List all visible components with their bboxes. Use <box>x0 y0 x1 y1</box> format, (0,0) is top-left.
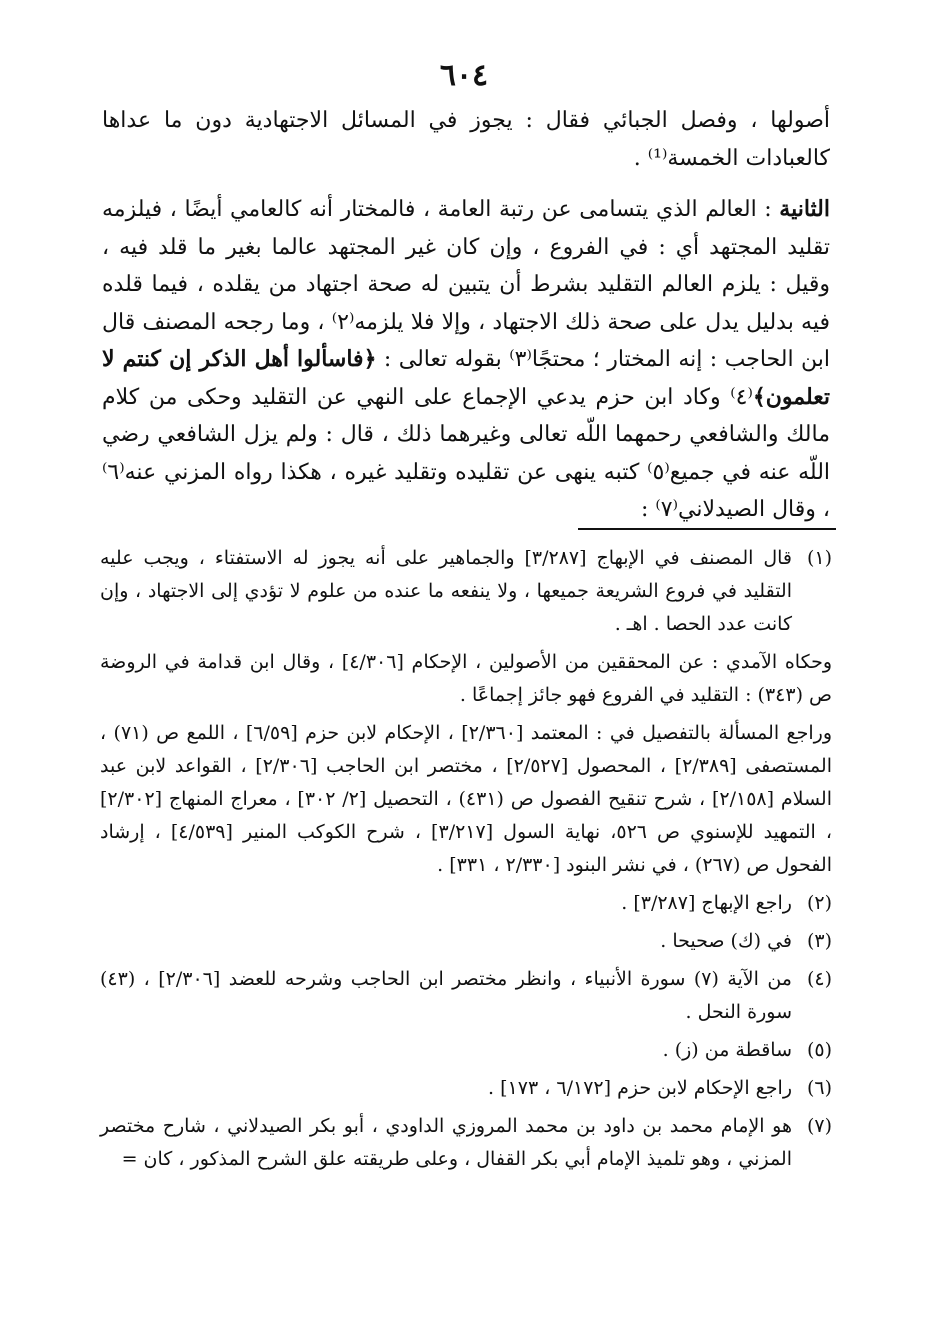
footnote-number: (٤) <box>806 968 832 990</box>
footnote-text: ساقطة من (ز) . <box>662 1039 792 1061</box>
footnote-text: هو الإمام محمد بن داود بن محمد المروزي الداودي ، أبو بكر الصيدلاني ، شارح مختصر المزني ، وهو تلميذ الإمام أبي بكر القفال ، وعلى طريقته علق الشرح المذكور ، كان = <box>100 1115 792 1170</box>
footnote-6 <box>100 1072 832 1105</box>
paragraph-2-lead: الثانية <box>779 196 830 222</box>
footnote-text: من الآية (٧) سورة الأنبياء ، وانظر مختصر ابن الحاجب وشرحه للعضد [٢/٣٠٦] ، (٤٣) سورة النحل . <box>100 968 792 1023</box>
footnote-number: (١) <box>806 547 832 569</box>
paragraph-2-text: : العالم الذي يتسامى عن رتبة العامة ، فالمختار أنه كالعامي أيضًا ، فيلزمه تقليد المجتهد أي : في الفروع ، وإن كان غير المجتهد عالما بغير ما قلد فيه ، وقيل : يلزم العالم التقليد بشرط أن يتبين له صحة اجتهاد من يقلده ، فيما قلده فيه بدليل يدل على صحة ذلك الاجتهاد ، وإلا فلا يلزمه⁽٢⁾ ، وما رجحه المصنف قال ابن الحاجب : إنه المختار ؛ محتجًا⁽٣⁾ بقوله تعالى : <box>102 197 830 372</box>
footnote-2 <box>100 887 832 920</box>
footnote-number: (٣) <box>806 930 832 952</box>
footnote-text: في (ك) صحيحا . <box>660 930 792 952</box>
footnote-4 <box>100 963 832 1029</box>
footnote-5 <box>100 1034 832 1067</box>
footnote-1-cont-b <box>100 717 832 882</box>
footnotes <box>100 542 832 1181</box>
main-text <box>102 102 830 529</box>
footnote-number: (٥) <box>806 1039 832 1061</box>
footnote-number: (٢) <box>806 892 832 914</box>
footnote-number: (٧) <box>806 1115 832 1137</box>
paragraph-2 <box>102 191 830 529</box>
footnote-text: وحكاه الآمدي : عن المحققين من الأصولين ، الإحكام [٤/٣٠٦] ، وقال ابن قدامة في الروضة ص (٣٤٣) : التقليد في الفروع فهو جائز إجماعًا . <box>100 651 833 706</box>
page-number: ٦٠٤ <box>439 58 489 93</box>
footnote-3 <box>100 925 832 958</box>
footnote-text: راجع الإحكام لابن حزم [٦/١٧٢ ، ١٧٣] . <box>488 1077 792 1099</box>
footnote-text: قال المصنف في الإبهاج [٣/٢٨٧] والجماهير على أنه يجوز له الاستفتاء ، ويجب عليه التقليد في فروع الشريعة جميعها ، ولا ينفعه ما عنده من علوم لا تؤدي إلى الاجتهاد ، وإن كانت عدد الحصا . اهـ . <box>100 547 792 635</box>
paragraph-2-rest: ⁽٤⁾ وكاد ابن حزم يدعي الإجماع على النهي عن التقليد وحكى من كلام مالك والشافعي رحمهما اللّه تعالى وغيرهما ذلك ، قال : ولم يزل الشافعي رضي اللّه عنه في جميع⁽٥⁾ كتبه ينهى عن تقليده وتقليد غيره ، هكذا رواه المزني عنه⁽٦⁾ ، وقال الصيدلاني⁽٧⁾ : <box>102 384 831 522</box>
footnote-7 <box>100 1110 832 1176</box>
footnote-1-cont-a <box>100 646 832 712</box>
footnote-number: (٦) <box>806 1077 832 1099</box>
footnote-1 <box>100 542 832 641</box>
footnote-text: راجع الإبهاج [٣/٢٨٧] . <box>621 892 792 914</box>
footnote-text: وراجع المسألة بالتفصيل في : المعتمد [٢/٣٦٠] ، الإحكام لابن حزم [٦/٥٩] ، اللمع ص (٧١) ، المستصفى [٢/٣٨٩] ، المحصول [٢/٥٢٧] ، مختصر ابن الحاجب [٢/٣٠٦] ، القواعد لابن عبد السلام [٢/١٥٨] ، شرح تنقيح الفصول ص (٤٣١) ، التحصيل [٢/ ٣٠٢] ، معراج المنهاج [٢/٣٠٢] ، التمهيد للإسنوي ص ٥٢٦، نهاية السول [٣/٢١٧] ، شرح الكوكب المنير [٤/٥٣٩] ، إرشاد الفحول ص (٢٦٧) ، في نشر البنود [٢/٣٣٠ ، ٣٣١] . <box>100 722 833 876</box>
quran-verse: ﴿فاسألوا أهل الذكر إن كنتم لا تعلمون﴾ <box>102 346 830 410</box>
paragraph-1: أصولها ، وفصل الجبائي فقال : يجوز في المسائل الاجتهادية دون ما عداها كالعبادات الخمسة⁽¹⁾ . <box>102 108 830 171</box>
footnote-separator <box>578 528 836 530</box>
